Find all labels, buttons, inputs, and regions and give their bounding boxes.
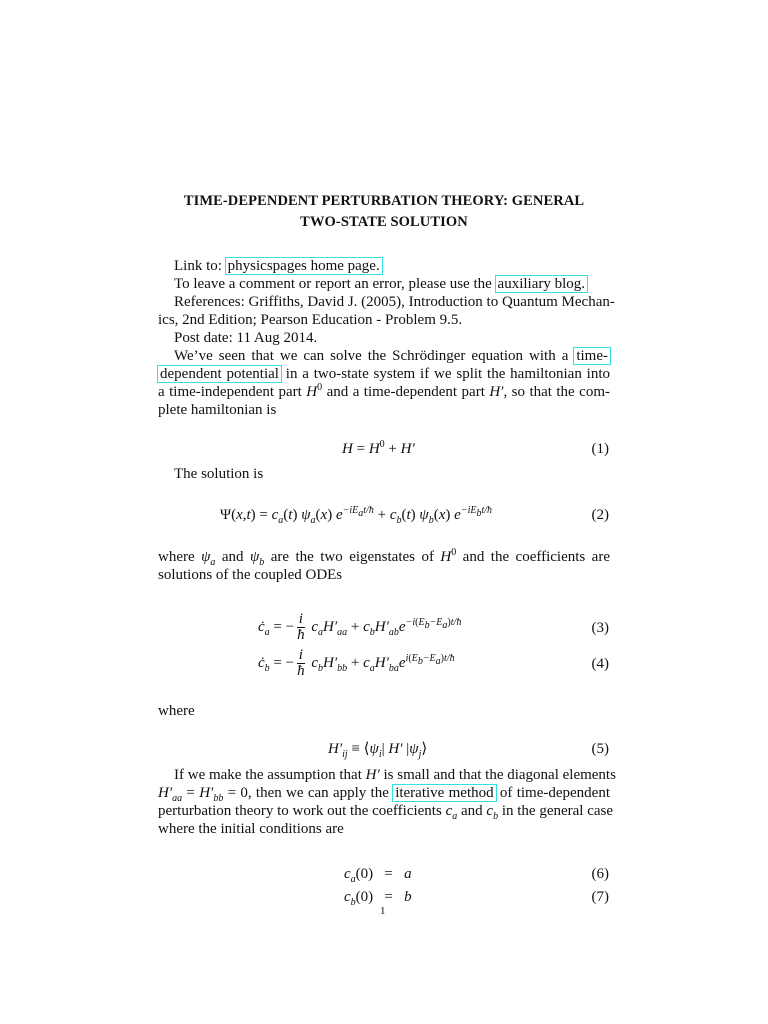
where-line-1: where $\psi_a$ and $\psi_b$ are the two eigenstates of $H^0$ and the coefficients are bbox=[158, 547, 610, 568]
auxiliary-blog-link[interactable]: auxiliary blog. bbox=[495, 275, 588, 293]
page-number: 1 bbox=[380, 905, 386, 917]
equation-6: $c_a(0) = a$ (6) bbox=[344, 866, 609, 885]
equation-3: $ċ_a$ = − $\frac{i}{ħ}$ $c_aH'_{aa} + c_bH'_{ab}e^{-i(E_b-E_a)t/ħ}$ (3) bbox=[258, 611, 609, 643]
paragraph-2-line-3: perturbation theory to work out the coefficients $c_a$ and $c_b$ in the general case bbox=[158, 803, 614, 822]
link-line: Link to: physicspages home page. bbox=[174, 257, 610, 275]
paper-title: TIME-DEPENDENT PERTURBATION THEORY: GENERAL TWO-STATE SOLUTION bbox=[183, 193, 585, 230]
paragraph-1-line-1: We’ve seen that we can solve the Schrödinger equation with a time- bbox=[174, 347, 610, 365]
time-dependent-potential-link-cont[interactable]: dependent potential bbox=[157, 365, 282, 383]
iterative-method-link[interactable]: iterative method bbox=[392, 784, 496, 802]
equation-1: $H = H^0 + H'$ (1) bbox=[342, 439, 609, 457]
equation-4: $ċ_b$ = − $\frac{i}{ħ}$ $c_bH'_{bb} + c_aH'_{ba}e^{i(E_b-E_a)t/ħ}$ (4) bbox=[258, 647, 609, 679]
where-alone: where bbox=[158, 703, 195, 719]
home-page-link[interactable]: physicspages home page. bbox=[225, 257, 383, 275]
paragraph-2-line-1: If we make the assumption that H′ is small and that the diagonal elements bbox=[174, 767, 616, 783]
paragraph-1-line-3: a time-independent part $H^0$ and a time-dependent part H′, so that the com- bbox=[158, 382, 610, 400]
solution-is: The solution is bbox=[174, 466, 264, 482]
paragraph-1-line-4: plete hamiltonian is bbox=[158, 402, 277, 418]
equation-7: $c_b(0) = b$ (7) bbox=[344, 889, 609, 908]
paragraph-1-line-2: dependent potential in a two-state system if we split the hamiltonian into bbox=[158, 365, 610, 383]
time-dependent-potential-link[interactable]: time- bbox=[573, 347, 611, 365]
equation-5: $H'_{ij}$ ≡ $⟨\psi_i|$ H′ $|\psi_j⟩$ (5) bbox=[328, 741, 609, 760]
equation-2: $\Psi(x,t) = c_a(t)$ $\psi_a(x) e^{-iE_at/ħ} + c_b(t)$ $\psi_b(x)$ $e^{-iE_bt/ħ}$ (2) bbox=[220, 505, 609, 526]
post-date: Post date: 11 Aug 2014. bbox=[174, 330, 318, 346]
paragraph-2-line-4: where the initial conditions are bbox=[158, 821, 344, 837]
paragraph-2-line-2: $H'_{aa} = H'_{bb} = 0$, then we can apply the iterative method of time-dependent bbox=[158, 785, 611, 804]
comment-line: To leave a comment or report an error, please use the auxiliary blog. bbox=[174, 275, 610, 293]
references-line-1: References: Griffiths, David J. (2005), Introduction to Quantum Mechan- bbox=[174, 294, 615, 310]
references-line-2: ics, 2nd Edition; Pearson Education - Problem 9.5. bbox=[158, 312, 463, 328]
where-line-2: solutions of the coupled ODEs bbox=[158, 567, 343, 583]
